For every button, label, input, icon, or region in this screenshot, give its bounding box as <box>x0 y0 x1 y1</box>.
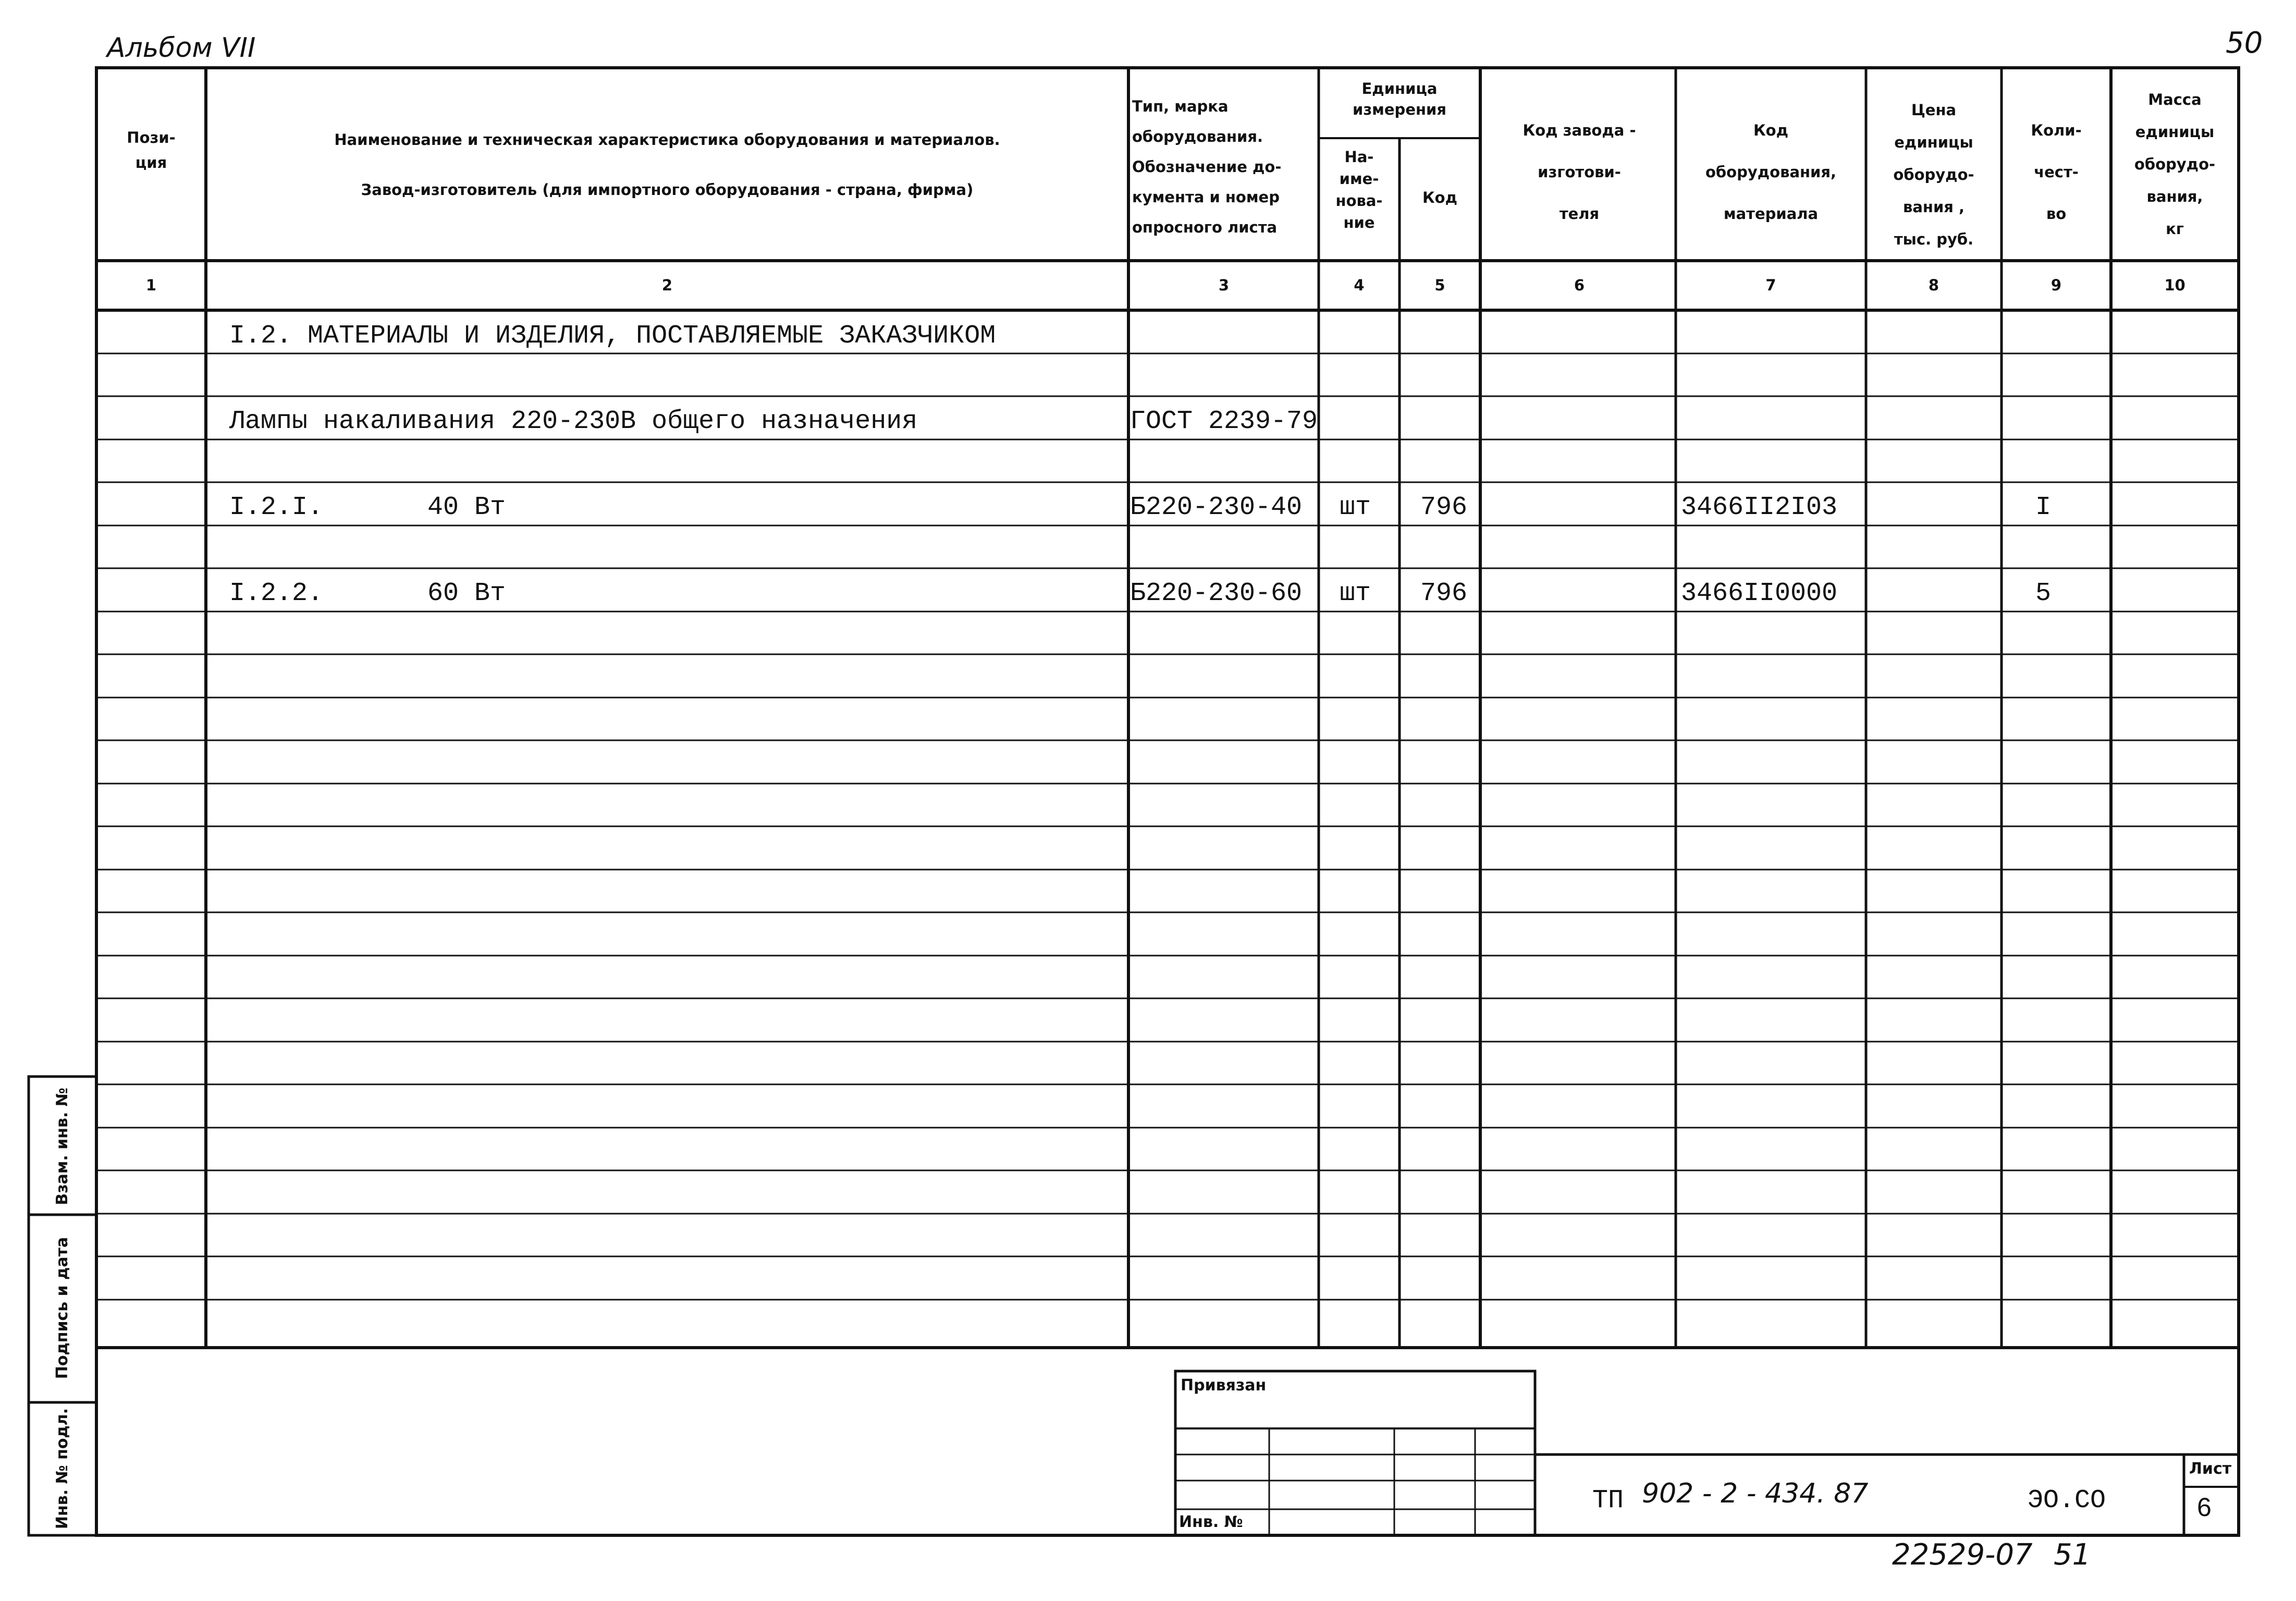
header-mass <box>2114 83 2236 245</box>
header-line: оборудо- <box>1893 166 1974 184</box>
corner-page-number: 50 <box>2226 26 2263 60</box>
header-price <box>1869 94 1999 255</box>
header-line: ние <box>1343 214 1375 231</box>
header-line: Код <box>1753 121 1789 139</box>
table-row-name: 60 Вт <box>427 579 506 608</box>
header-line: Цена <box>1911 101 1957 119</box>
table-row-equipment-code: 3466II0000 <box>1681 579 1838 608</box>
header-line: Наименование и техническая характеристика оборудования и материалов. <box>334 131 1000 149</box>
header-line: опросного листа <box>1132 218 1278 236</box>
table-row-type: Б220-230-60 <box>1130 579 1303 608</box>
header-line: Пози- <box>127 129 176 146</box>
table-row-quantity: I <box>2035 493 2052 522</box>
col-num-9: 9 <box>2051 276 2062 294</box>
header-line: вания, <box>2146 188 2203 205</box>
stamp-original-inv: Инв. № подл. <box>53 1408 71 1530</box>
col-num-2: 2 <box>661 276 673 294</box>
header-line: оборудования, <box>1705 163 1837 181</box>
table-row-name: 40 Вт <box>427 493 506 522</box>
sheet-label: Лист <box>2189 1460 2232 1478</box>
table-row-unit: шт <box>1340 579 1371 608</box>
table-row-position: I.2.I. <box>229 493 324 522</box>
header-line: Коли- <box>2031 121 2082 139</box>
header-line: Код завода - <box>1523 121 1636 139</box>
table-row-position: I.2.2. <box>229 579 324 608</box>
header-line: име- <box>1339 170 1379 188</box>
col-num-10: 10 <box>2164 276 2186 294</box>
header-factory-code <box>1485 109 1673 235</box>
header-line: тыс. руб. <box>1894 230 1974 248</box>
table-row-unit: шт <box>1340 493 1371 522</box>
col-num-6: 6 <box>1574 276 1585 294</box>
table-row-unit-code: 796 <box>1420 579 1468 608</box>
header-unit-code <box>1402 185 1478 210</box>
table-row-equipment-code: 3466II2I03 <box>1681 493 1838 522</box>
table-row-type: Б220-230-40 <box>1130 493 1303 522</box>
archive-code: 22529-07 <box>1892 1538 2033 1572</box>
header-line: На- <box>1344 148 1374 166</box>
album-label: Альбом VII <box>107 32 256 64</box>
header-name <box>214 115 1121 215</box>
col-num-7: 7 <box>1765 276 1776 294</box>
header-unit-group <box>1321 78 1478 120</box>
header-line: во <box>2046 205 2067 223</box>
header-line: материала <box>1723 205 1819 223</box>
archive-page: 51 <box>2054 1538 2091 1572</box>
table-row-name: Лампы накаливания 220-230В общего назначения <box>229 407 918 436</box>
header-position <box>102 125 201 175</box>
col-num-5: 5 <box>1434 276 1445 294</box>
table-row-type: ГОСТ 2239-79 <box>1130 407 1318 436</box>
header-line: единицы <box>1894 133 1973 151</box>
sheet-number: 6 <box>2197 1493 2212 1522</box>
header-line: Обозначение до- <box>1132 158 1282 176</box>
bound-label: Привязан <box>1181 1376 1267 1395</box>
section-heading: I.2. МАТЕРИАЛЫ И ИЗДЕЛИЯ, ПОСТАВЛЯЕМЫЕ ЗАКАЗЧИКОМ <box>229 321 996 351</box>
header-line: измерения <box>1353 101 1446 118</box>
header-line: изготови- <box>1538 163 1621 181</box>
section-code: ЭО.СО <box>2028 1486 2106 1516</box>
stamp-replaced-inv: Взам. инв. № <box>53 1087 71 1205</box>
stamp-signature-date: Подпись и дата <box>53 1237 71 1379</box>
doc-number: 902 - 2 - 434. 87 <box>1642 1478 1869 1509</box>
table-row-unit-code: 796 <box>1420 493 1468 522</box>
header-line: Масса <box>2148 91 2202 108</box>
header-line: Единица <box>1361 80 1438 97</box>
header-line: нова- <box>1335 192 1383 210</box>
header-line: единицы <box>2135 123 2215 141</box>
header-line: оборудования. <box>1132 128 1263 145</box>
header-line: вания , <box>1902 198 1965 216</box>
header-equipment-code <box>1678 109 1863 235</box>
header-quantity <box>2004 109 2108 235</box>
header-line: ция <box>135 154 167 172</box>
inventory-label: Инв. № <box>1179 1513 1243 1531</box>
header-line: оборудо- <box>2134 155 2216 173</box>
header-line: кумента и номер <box>1132 188 1280 206</box>
col-num-4: 4 <box>1354 276 1365 294</box>
header-type <box>1132 91 1316 242</box>
doc-code: ТП <box>1592 1486 1624 1516</box>
header-line: Завод-изготовитель (для импортного оборудования - страна, фирма) <box>361 181 974 199</box>
header-unit-name <box>1321 146 1397 234</box>
col-num-3: 3 <box>1218 276 1230 294</box>
header-line: Код <box>1422 189 1458 206</box>
header-line: кг <box>2166 220 2184 238</box>
col-num-1: 1 <box>145 276 157 294</box>
header-line: Тип, марка <box>1132 97 1229 115</box>
col-num-8: 8 <box>1928 276 1939 294</box>
header-line: чест- <box>2034 163 2079 181</box>
table-row-quantity: 5 <box>2035 579 2052 608</box>
header-line: теля <box>1559 205 1600 223</box>
